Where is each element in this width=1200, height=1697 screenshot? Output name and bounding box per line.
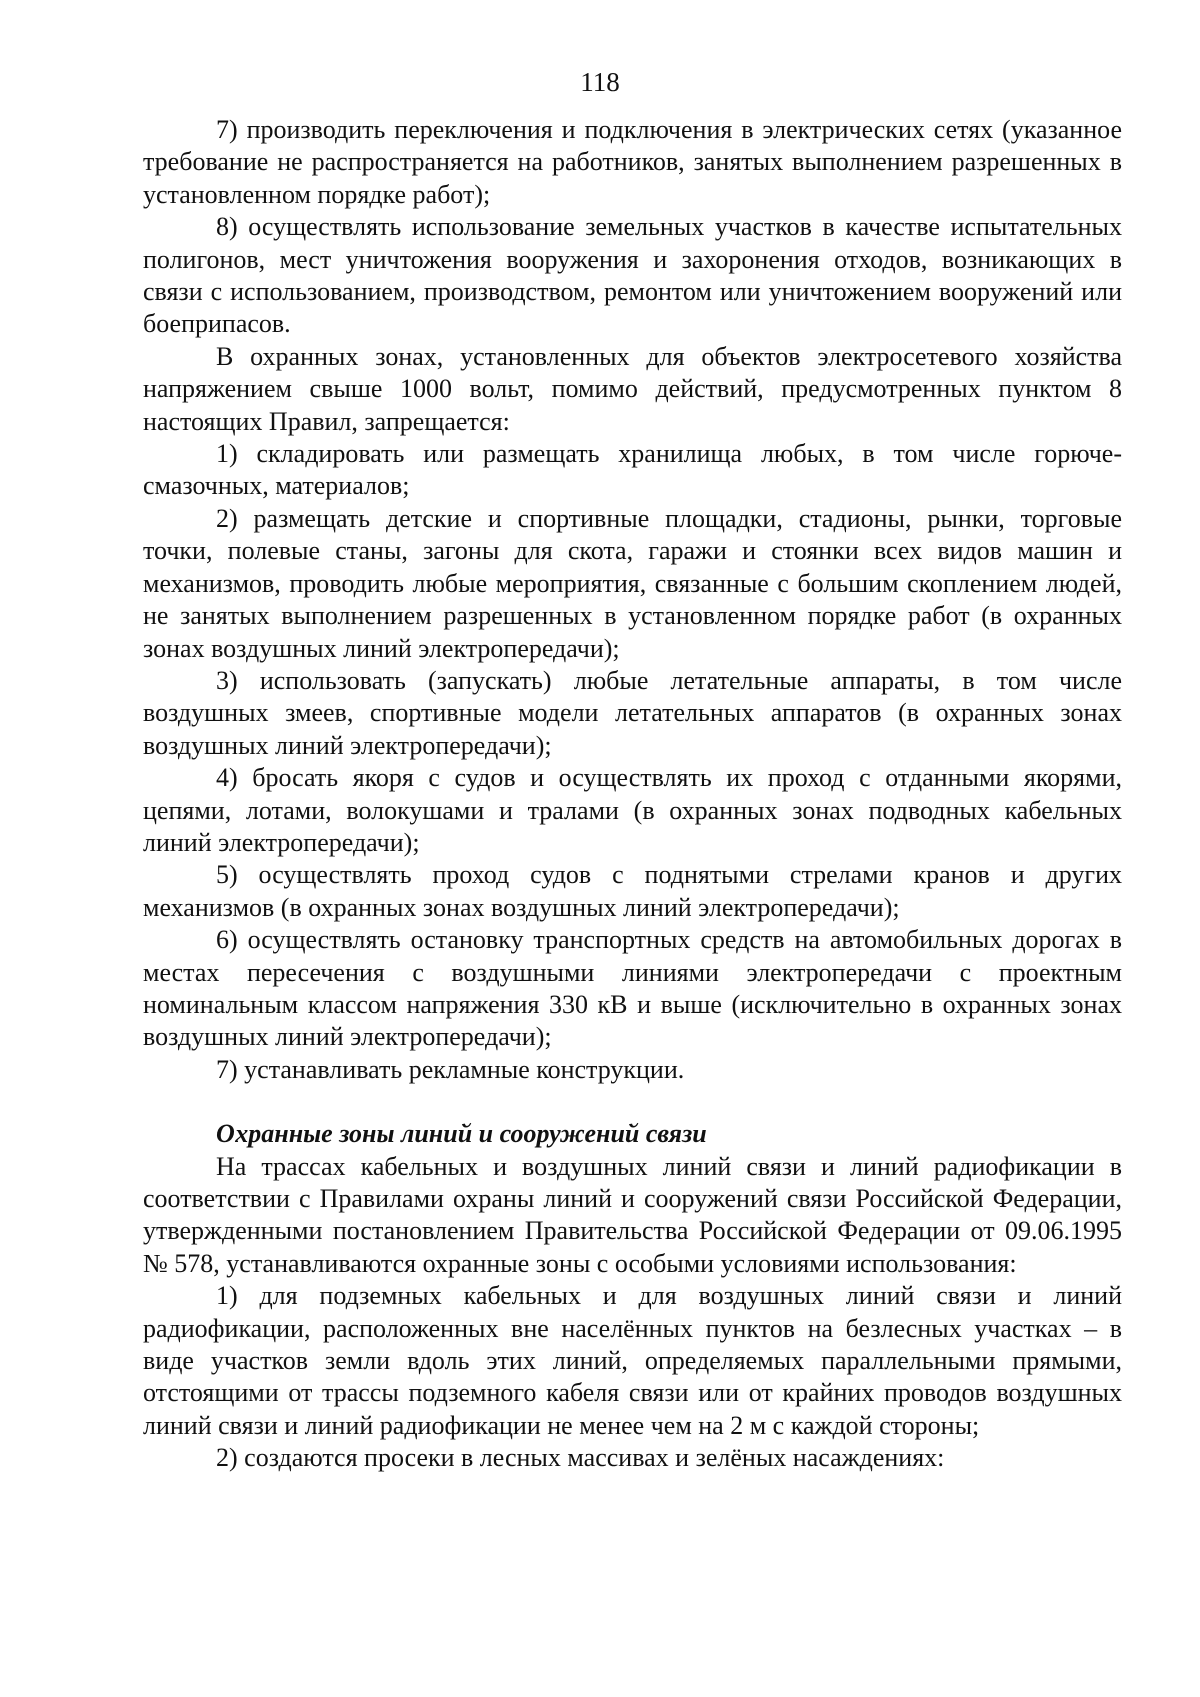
paragraph: 7) производить переключения и подключения в электрических сетях (указанное требование не распространяется на работников, занятых выполнением разрешенных в установленном порядке работ); <box>143 115 1122 209</box>
document-body <box>143 114 1122 1475</box>
paragraph: 8) осуществлять использование земельных участков в качестве испытательных полигонов, мест уничтожения вооружения и захоронения отходов, возникающих в связи с использованием, производством, ремонтом или уничтожением вооружений или боеприпасов. <box>143 212 1122 339</box>
list-item: 5) осуществлять проход судов с поднятыми стрелами кранов и других механизмов (в охранных зонах воздушных линий электропередачи); <box>143 860 1122 922</box>
list-item: 7) устанавливать рекламные конструкции. <box>216 1054 685 1084</box>
list-item: 2) размещать детские и спортивные площадки, стадионы, рынки, торговые точки, полевые станы, загоны для скота, гаражи и стоянки всех видов машин и механизмов, проводить любые мероприятия, связанные с большим скоплением людей, не занятых выполнением разрешенных в установленном порядке работ (в охранных зонах воздушных линий электропередачи); <box>143 503 1122 663</box>
list-item: 1) складировать или размещать хранилища любых, в том числе горюче-смазочных, материалов; <box>143 439 1122 501</box>
list-item: 3) использовать (запускать) любые летательные аппараты, в том числе воздушных змеев, спортивные модели летательных аппаратов (в охранных зонах воздушных линий электропередачи); <box>143 665 1122 760</box>
list-item: 4) бросать якоря с судов и осуществлять их проход с отданными якорями, цепями, лотами, волокушами и тралами (в охранных зонах подводных кабельных линий электропередачи); <box>143 763 1122 857</box>
list-item: 2) создаются просеки в лесных массивах и зелёных насаждениях: <box>216 1443 945 1473</box>
list-item: 1) для подземных кабельных и для воздушных линий связи и линий радиофикации, расположенных вне населённых пунктов на безлесных участках – в виде участков земли вдоль этих линий, определяемых параллельными прямыми, отстоящими от трассы подземного кабеля связи или от крайних проводов воздушных линий связи и линий радиофикации не менее чем на 2 м с каждой стороны; <box>143 1281 1122 1440</box>
page-number: 118 <box>580 67 620 97</box>
section-heading: Охранные зоны линий и сооружений связи <box>216 1119 707 1149</box>
paragraph: В охранных зонах, установленных для объектов электросетевого хозяйства напряжением свыше 1000 вольт, помимо действий, предусмотренных пунктом 8 настоящих Правил, запрещается: <box>143 341 1122 436</box>
list-item: 6) осуществлять остановку транспортных средств на автомобильных дорогах в местах пересечения с воздушными линиями электропередачи с проектным номинальным классом напряжения 330 кВ и выше (исключительно в охранных зонах воздушных линий электропередачи); <box>143 925 1122 1052</box>
paragraph: На трассах кабельных и воздушных линий связи и линий радиофикации в соответствии с Правилами охраны линий и сооружений связи Российской Федерации, утвержденными постановлением Правительства Российской Федерации от 09.06.1995 № 578, устанавливаются охранные зоны с особыми условиями использования: <box>143 1151 1122 1278</box>
